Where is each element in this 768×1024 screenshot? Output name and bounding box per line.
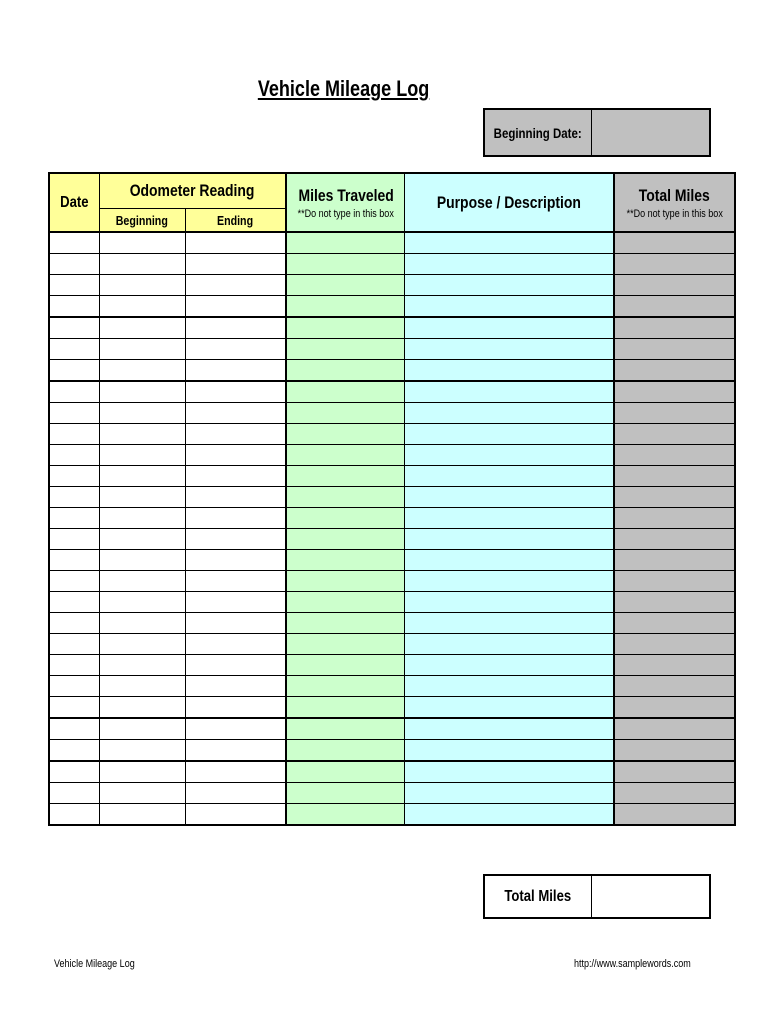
odometer-ending-cell[interactable] (185, 508, 286, 529)
date-cell[interactable] (49, 804, 99, 826)
header-ending: Ending (185, 209, 286, 233)
odometer-ending-cell[interactable] (185, 403, 286, 424)
odometer-ending-cell[interactable] (185, 571, 286, 592)
total-miles-cell (614, 613, 735, 634)
odometer-ending-cell[interactable] (185, 592, 286, 613)
miles-traveled-cell (286, 634, 405, 655)
table-row (49, 592, 735, 613)
date-cell[interactable] (49, 317, 99, 339)
odometer-ending-cell[interactable] (185, 655, 286, 676)
miles-traveled-cell (286, 339, 405, 360)
table-row (49, 275, 735, 296)
total-miles-cell (614, 761, 735, 783)
miles-traveled-cell (286, 254, 405, 275)
date-cell[interactable] (49, 424, 99, 445)
total-miles-label: Total Miles (485, 876, 592, 917)
purpose-cell[interactable] (405, 634, 614, 655)
total-miles-cell (614, 783, 735, 804)
odometer-beginning-cell[interactable] (99, 783, 185, 804)
total-miles-cell (614, 718, 735, 740)
odometer-ending-cell[interactable] (185, 676, 286, 697)
odometer-beginning-cell[interactable] (99, 360, 185, 382)
date-cell[interactable] (49, 339, 99, 360)
table-row (49, 424, 735, 445)
odometer-ending-cell[interactable] (185, 761, 286, 783)
odometer-beginning-cell[interactable] (99, 740, 185, 762)
miles-traveled-cell (286, 296, 405, 318)
miles-traveled-cell (286, 424, 405, 445)
odometer-ending-cell[interactable] (185, 634, 286, 655)
total-miles-cell (614, 529, 735, 550)
odometer-ending-cell[interactable] (185, 445, 286, 466)
table-row (49, 613, 735, 634)
odometer-ending-cell[interactable] (185, 317, 286, 339)
odometer-beginning-cell[interactable] (99, 317, 185, 339)
miles-traveled-cell (286, 508, 405, 529)
total-miles-cell (614, 317, 735, 339)
footer-document-name: Vehicle Mileage Log (54, 958, 135, 970)
purpose-cell[interactable] (405, 676, 614, 697)
total-miles-value[interactable] (592, 876, 709, 917)
table-row (49, 254, 735, 275)
odometer-beginning-cell[interactable] (99, 445, 185, 466)
total-miles-cell (614, 403, 735, 424)
table-row (49, 571, 735, 592)
header-purpose: Purpose / Description (405, 173, 614, 232)
beginning-date-label: Beginning Date: (485, 110, 592, 155)
purpose-cell[interactable] (405, 445, 614, 466)
date-cell[interactable] (49, 676, 99, 697)
purpose-cell[interactable] (405, 487, 614, 508)
miles-traveled-cell (286, 697, 405, 719)
odometer-beginning-cell[interactable] (99, 275, 185, 296)
odometer-beginning-cell[interactable] (99, 613, 185, 634)
odometer-ending-cell[interactable] (185, 718, 286, 740)
purpose-cell[interactable] (405, 655, 614, 676)
table-row (49, 804, 735, 826)
odometer-ending-cell[interactable] (185, 232, 286, 254)
total-miles-note: **Do not type in this box (626, 207, 723, 220)
purpose-cell[interactable] (405, 424, 614, 445)
table-row (49, 403, 735, 424)
odometer-beginning-cell[interactable] (99, 761, 185, 783)
footer-url: http://www.samplewords.com (573, 958, 691, 970)
odometer-ending-cell[interactable] (185, 697, 286, 719)
odometer-beginning-cell[interactable] (99, 676, 185, 697)
table-row (49, 445, 735, 466)
purpose-cell[interactable] (405, 761, 614, 783)
miles-traveled-cell (286, 529, 405, 550)
odometer-beginning-cell[interactable] (99, 381, 185, 403)
purpose-cell[interactable] (405, 550, 614, 571)
page-title (0, 76, 768, 102)
total-miles-cell (614, 445, 735, 466)
odometer-ending-cell[interactable] (185, 550, 286, 571)
total-miles-cell (614, 804, 735, 826)
table-row (49, 761, 735, 783)
purpose-cell[interactable] (405, 783, 614, 804)
date-cell[interactable] (49, 592, 99, 613)
miles-traveled-cell (286, 360, 405, 382)
date-cell[interactable] (49, 296, 99, 318)
purpose-cell[interactable] (405, 360, 614, 382)
odometer-beginning-cell[interactable] (99, 487, 185, 508)
date-cell[interactable] (49, 466, 99, 487)
miles-traveled-cell (286, 655, 405, 676)
total-miles-cell (614, 676, 735, 697)
odometer-beginning-cell[interactable] (99, 592, 185, 613)
odometer-ending-cell[interactable] (185, 487, 286, 508)
date-cell[interactable] (49, 403, 99, 424)
date-cell[interactable] (49, 232, 99, 254)
purpose-cell[interactable] (405, 740, 614, 762)
table-row (49, 466, 735, 487)
miles-traveled-cell (286, 466, 405, 487)
table-row (49, 740, 735, 762)
odometer-beginning-cell[interactable] (99, 634, 185, 655)
odometer-beginning-cell[interactable] (99, 718, 185, 740)
table-row (49, 360, 735, 382)
odometer-ending-cell[interactable] (185, 381, 286, 403)
date-cell[interactable] (49, 571, 99, 592)
odometer-ending-cell[interactable] (185, 740, 286, 762)
odometer-ending-cell[interactable] (185, 360, 286, 382)
date-cell[interactable] (49, 529, 99, 550)
odometer-beginning-cell[interactable] (99, 424, 185, 445)
table-row (49, 508, 735, 529)
date-cell[interactable] (49, 613, 99, 634)
header-miles-traveled: Miles Traveled **Do not type in this box (286, 173, 405, 232)
date-cell[interactable] (49, 718, 99, 740)
mileage-log-table (48, 172, 736, 826)
purpose-cell[interactable] (405, 529, 614, 550)
miles-traveled-cell (286, 761, 405, 783)
miles-traveled-cell (286, 487, 405, 508)
purpose-cell[interactable] (405, 804, 614, 826)
miles-traveled-cell (286, 571, 405, 592)
odometer-beginning-cell[interactable] (99, 529, 185, 550)
purpose-cell[interactable] (405, 296, 614, 318)
total-miles-cell (614, 275, 735, 296)
miles-traveled-cell (286, 232, 405, 254)
miles-traveled-cell (286, 592, 405, 613)
date-cell[interactable] (49, 740, 99, 762)
odometer-ending-cell[interactable] (185, 254, 286, 275)
table-row (49, 718, 735, 740)
total-miles-cell (614, 296, 735, 318)
odometer-beginning-cell[interactable] (99, 254, 185, 275)
odometer-ending-cell[interactable] (185, 275, 286, 296)
date-cell[interactable] (49, 761, 99, 783)
miles-traveled-cell (286, 676, 405, 697)
total-miles-cell (614, 592, 735, 613)
total-miles-cell (614, 466, 735, 487)
purpose-cell[interactable] (405, 466, 614, 487)
total-miles-cell (614, 339, 735, 360)
total-miles-cell (614, 655, 735, 676)
total-miles-cell (614, 571, 735, 592)
miles-traveled-cell (286, 718, 405, 740)
table-row (49, 655, 735, 676)
purpose-cell[interactable] (405, 232, 614, 254)
miles-traveled-note: **Do not type in this box (297, 207, 394, 220)
date-cell[interactable] (49, 508, 99, 529)
odometer-beginning-cell[interactable] (99, 804, 185, 826)
miles-traveled-cell (286, 783, 405, 804)
odometer-ending-cell[interactable] (185, 339, 286, 360)
total-miles-cell (614, 740, 735, 762)
table-row (49, 783, 735, 804)
date-cell[interactable] (49, 550, 99, 571)
total-miles-cell (614, 550, 735, 571)
odometer-beginning-cell[interactable] (99, 403, 185, 424)
total-miles-cell (614, 487, 735, 508)
odometer-beginning-cell[interactable] (99, 508, 185, 529)
miles-traveled-cell (286, 740, 405, 762)
date-cell[interactable] (49, 381, 99, 403)
odometer-beginning-cell[interactable] (99, 466, 185, 487)
date-cell[interactable] (49, 487, 99, 508)
purpose-cell[interactable] (405, 339, 614, 360)
date-cell[interactable] (49, 254, 99, 275)
odometer-ending-cell[interactable] (185, 296, 286, 318)
purpose-cell[interactable] (405, 718, 614, 740)
miles-traveled-cell (286, 381, 405, 403)
table-row (49, 296, 735, 318)
odometer-beginning-cell[interactable] (99, 296, 185, 318)
odometer-beginning-cell[interactable] (99, 571, 185, 592)
date-cell[interactable] (49, 360, 99, 382)
total-miles-cell (614, 508, 735, 529)
total-miles-cell (614, 697, 735, 719)
odometer-ending-cell[interactable] (185, 613, 286, 634)
beginning-date-box (483, 108, 711, 157)
purpose-cell[interactable] (405, 613, 614, 634)
table-row (49, 232, 735, 254)
total-miles-box (483, 874, 711, 919)
table-row (49, 317, 735, 339)
date-cell[interactable] (49, 275, 99, 296)
miles-traveled-cell (286, 275, 405, 296)
odometer-ending-cell[interactable] (185, 804, 286, 826)
purpose-cell[interactable] (405, 592, 614, 613)
total-miles-cell (614, 381, 735, 403)
purpose-cell[interactable] (405, 381, 614, 403)
odometer-beginning-cell[interactable] (99, 339, 185, 360)
odometer-beginning-cell[interactable] (99, 697, 185, 719)
miles-traveled-cell (286, 317, 405, 339)
miles-traveled-cell (286, 550, 405, 571)
header-total-miles: Total Miles **Do not type in this box (614, 173, 735, 232)
total-miles-cell (614, 360, 735, 382)
header-beginning: Beginning (99, 209, 185, 233)
header-date: Date (49, 173, 99, 232)
date-cell[interactable] (49, 783, 99, 804)
purpose-cell[interactable] (405, 697, 614, 719)
table-row (49, 676, 735, 697)
table-row (49, 381, 735, 403)
purpose-cell[interactable] (405, 403, 614, 424)
date-cell[interactable] (49, 634, 99, 655)
total-miles-cell (614, 424, 735, 445)
miles-traveled-cell (286, 403, 405, 424)
table-row (49, 634, 735, 655)
miles-traveled-cell (286, 445, 405, 466)
purpose-cell[interactable] (405, 317, 614, 339)
date-cell[interactable] (49, 655, 99, 676)
purpose-cell[interactable] (405, 254, 614, 275)
total-miles-cell (614, 254, 735, 275)
odometer-ending-cell[interactable] (185, 466, 286, 487)
table-row (49, 550, 735, 571)
table-row (49, 487, 735, 508)
purpose-cell[interactable] (405, 508, 614, 529)
header-odometer-reading: Odometer Reading (99, 173, 286, 209)
odometer-beginning-cell[interactable] (99, 232, 185, 254)
purpose-cell[interactable] (405, 275, 614, 296)
total-miles-cell (614, 232, 735, 254)
log-rows (49, 232, 735, 825)
page-title-text: Vehicle Mileage Log (258, 76, 430, 101)
purpose-cell[interactable] (405, 571, 614, 592)
miles-traveled-cell (286, 613, 405, 634)
table-row (49, 339, 735, 360)
odometer-ending-cell[interactable] (185, 424, 286, 445)
miles-traveled-cell (286, 804, 405, 826)
date-cell[interactable] (49, 697, 99, 719)
table-row (49, 697, 735, 719)
beginning-date-field[interactable] (592, 110, 709, 155)
odometer-ending-cell[interactable] (185, 529, 286, 550)
odometer-beginning-cell[interactable] (99, 550, 185, 571)
total-miles-cell (614, 634, 735, 655)
table-row (49, 529, 735, 550)
odometer-ending-cell[interactable] (185, 783, 286, 804)
date-cell[interactable] (49, 445, 99, 466)
odometer-beginning-cell[interactable] (99, 655, 185, 676)
